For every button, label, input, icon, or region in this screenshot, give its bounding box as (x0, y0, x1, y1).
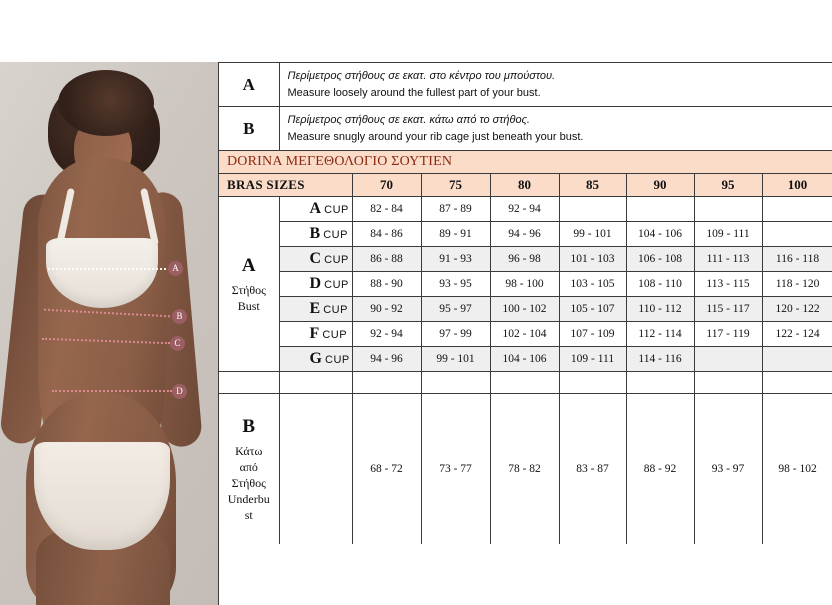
spacer-100 (762, 372, 832, 394)
cup-b-85: 99 - 101 (559, 222, 626, 247)
cup-b-90: 104 - 106 (626, 222, 694, 247)
cup-a-70: 82 - 84 (352, 197, 421, 222)
bras-sizes-label: BRAS SIZES (219, 174, 352, 197)
cup-word-a: CUP (324, 204, 349, 216)
cup-c-100: 116 - 118 (762, 247, 832, 272)
cup-d-70: 88 - 90 (352, 272, 421, 297)
cup-d-90: 108 - 110 (626, 272, 694, 297)
underbust-90: 88 - 92 (626, 394, 694, 544)
cup-f-75: 97 - 99 (421, 322, 490, 347)
sizes-header-row (219, 174, 832, 197)
cup-e-90: 110 - 112 (626, 297, 694, 322)
cup-row-a (219, 197, 832, 222)
cup-g-90: 114 - 116 (626, 347, 694, 372)
cup-g-85: 109 - 111 (559, 347, 626, 372)
cup-word-c: CUP (324, 254, 349, 266)
cup-letter-b: B (309, 225, 321, 242)
cup-f-100: 122 - 124 (762, 322, 832, 347)
cup-c-90: 106 - 108 (626, 247, 694, 272)
cup-a-75: 87 - 89 (421, 197, 490, 222)
underbust-english-1: Underbu (227, 492, 270, 507)
legend-desc-a (279, 63, 832, 107)
cup-label-e (279, 297, 352, 322)
cup-a-90 (626, 197, 694, 222)
model-photo (0, 62, 218, 605)
cup-letter-d: D (309, 275, 322, 292)
underbust-85: 83 - 87 (559, 394, 626, 544)
spacer-cup (279, 372, 352, 394)
spacer-80 (490, 372, 559, 394)
cup-row-f (219, 322, 832, 347)
legend-desc-b-english: Measure snugly around your rib cage just beneath your bust. (287, 130, 584, 143)
cup-e-85: 105 - 107 (559, 297, 626, 322)
spacer-90 (626, 372, 694, 394)
legend-letter-a: A (219, 63, 279, 107)
underbust-greek-3: Στήθος (231, 475, 266, 490)
underbust-100: 98 - 102 (762, 394, 832, 544)
cup-row-d (219, 272, 832, 297)
legend-row-a (219, 63, 832, 107)
cup-b-80: 94 - 96 (490, 222, 559, 247)
spacer-left (219, 372, 279, 394)
cup-label-b (279, 222, 352, 247)
size-header-80: 80 (490, 174, 559, 197)
cup-word-g: CUP (325, 354, 350, 366)
marker-a: A (168, 261, 183, 276)
cup-c-80: 96 - 98 (490, 247, 559, 272)
spacer-75 (421, 372, 490, 394)
chart-title-row (219, 151, 832, 174)
model-hair-front (58, 70, 154, 136)
underbust-95: 93 - 97 (694, 394, 762, 544)
marker-d: D (172, 384, 187, 399)
underbust-greek-2: από (239, 459, 258, 474)
cup-f-90: 112 - 114 (626, 322, 694, 347)
cup-a-80: 92 - 94 (490, 197, 559, 222)
cup-f-80: 102 - 104 (490, 322, 559, 347)
cup-b-95: 109 - 111 (694, 222, 762, 247)
cup-c-75: 91 - 93 (421, 247, 490, 272)
cup-letter-g: G (309, 350, 322, 367)
bust-section-label (219, 197, 279, 372)
cup-row-b (219, 222, 832, 247)
size-header-75: 75 (421, 174, 490, 197)
legend-desc-b (279, 107, 832, 151)
chart-title-cell (219, 151, 832, 174)
cup-row-e (219, 297, 832, 322)
underbust-75: 73 - 77 (421, 394, 490, 544)
marker-c: C (170, 336, 185, 351)
cup-b-75: 89 - 91 (421, 222, 490, 247)
spacer-70 (352, 372, 421, 394)
underbust-greek-1: Κάτω (235, 443, 263, 458)
legend-desc-a-english: Measure loosely around the fullest part of your bust. (287, 86, 541, 99)
cup-e-80: 100 - 102 (490, 297, 559, 322)
underbust-80: 78 - 82 (490, 394, 559, 544)
cup-word-e: CUP (323, 304, 348, 316)
underbust-70: 68 - 72 (352, 394, 421, 544)
cup-e-100: 120 - 122 (762, 297, 832, 322)
legend-desc-b-greek: Περίμετρος στήθους σε εκατ. κάτω από το στήθος. (287, 114, 530, 126)
cup-d-80: 98 - 100 (490, 272, 559, 297)
cup-b-100 (762, 222, 832, 247)
spacer-row (219, 372, 832, 394)
size-header-90: 90 (626, 174, 694, 197)
underbust-english-2: st (244, 508, 253, 523)
size-header-85: 85 (559, 174, 626, 197)
cup-c-85: 101 - 103 (559, 247, 626, 272)
bust-section-english: Bust (237, 299, 260, 314)
cup-d-95: 113 - 115 (694, 272, 762, 297)
size-chart-table (219, 63, 832, 544)
cup-d-75: 93 - 95 (421, 272, 490, 297)
underbust-row (219, 394, 832, 544)
cup-c-95: 111 - 113 (694, 247, 762, 272)
page-title: DORINA ΜΕΓΕΘΟΛΟΓΙΟ ΣΟΥΤΙΕΝ (227, 154, 453, 169)
cup-g-75: 99 - 101 (421, 347, 490, 372)
cup-g-95 (694, 347, 762, 372)
cup-f-70: 92 - 94 (352, 322, 421, 347)
legend-desc-a-greek: Περίμετρος στήθους σε εκατ. στο κέντρο του μπούστου. (287, 70, 556, 82)
spacer-85 (559, 372, 626, 394)
cup-a-100 (762, 197, 832, 222)
underbust-section-letter: B (242, 415, 256, 437)
cup-word-f: CUP (322, 329, 348, 341)
cup-letter-e: E (309, 300, 321, 317)
cup-label-g (279, 347, 352, 372)
cup-c-70: 86 - 88 (352, 247, 421, 272)
cup-label-d (279, 272, 352, 297)
cup-b-70: 84 - 86 (352, 222, 421, 247)
cup-g-100 (762, 347, 832, 372)
cup-label-f (279, 322, 352, 347)
spacer-95 (694, 372, 762, 394)
cup-label-a (279, 197, 352, 222)
legend-row-b (219, 107, 832, 151)
cup-f-85: 107 - 109 (559, 322, 626, 347)
measure-line-a (48, 268, 166, 270)
legend-letter-b: B (219, 107, 279, 151)
cup-e-70: 90 - 92 (352, 297, 421, 322)
cup-label-c (279, 247, 352, 272)
underbust-blank-cell (279, 394, 352, 544)
marker-b: B (172, 309, 187, 324)
cup-a-95 (694, 197, 762, 222)
cup-g-80: 104 - 106 (490, 347, 559, 372)
cup-letter-f: F (309, 325, 320, 342)
size-header-70: 70 (352, 174, 421, 197)
size-chart-table-container (218, 62, 832, 605)
underbust-section-label (219, 394, 279, 544)
size-header-100: 100 (762, 174, 832, 197)
cup-e-75: 95 - 97 (421, 297, 490, 322)
cup-g-70: 94 - 96 (352, 347, 421, 372)
cup-d-100: 118 - 120 (762, 272, 832, 297)
measure-line-d (52, 390, 172, 392)
bust-section-letter: A (241, 255, 256, 277)
cup-d-85: 103 - 105 (559, 272, 626, 297)
cup-letter-a: A (309, 200, 322, 217)
cup-letter-c: C (309, 250, 322, 267)
cup-a-85 (559, 197, 626, 222)
cup-e-95: 115 - 117 (694, 297, 762, 322)
size-header-95: 95 (694, 174, 762, 197)
cup-row-c (219, 247, 832, 272)
cup-word-d: CUP (324, 279, 349, 291)
bust-section-greek: Στήθος (231, 283, 266, 298)
cup-word-b: CUP (323, 229, 348, 241)
cup-row-g (219, 347, 832, 372)
cup-f-95: 117 - 119 (694, 322, 762, 347)
